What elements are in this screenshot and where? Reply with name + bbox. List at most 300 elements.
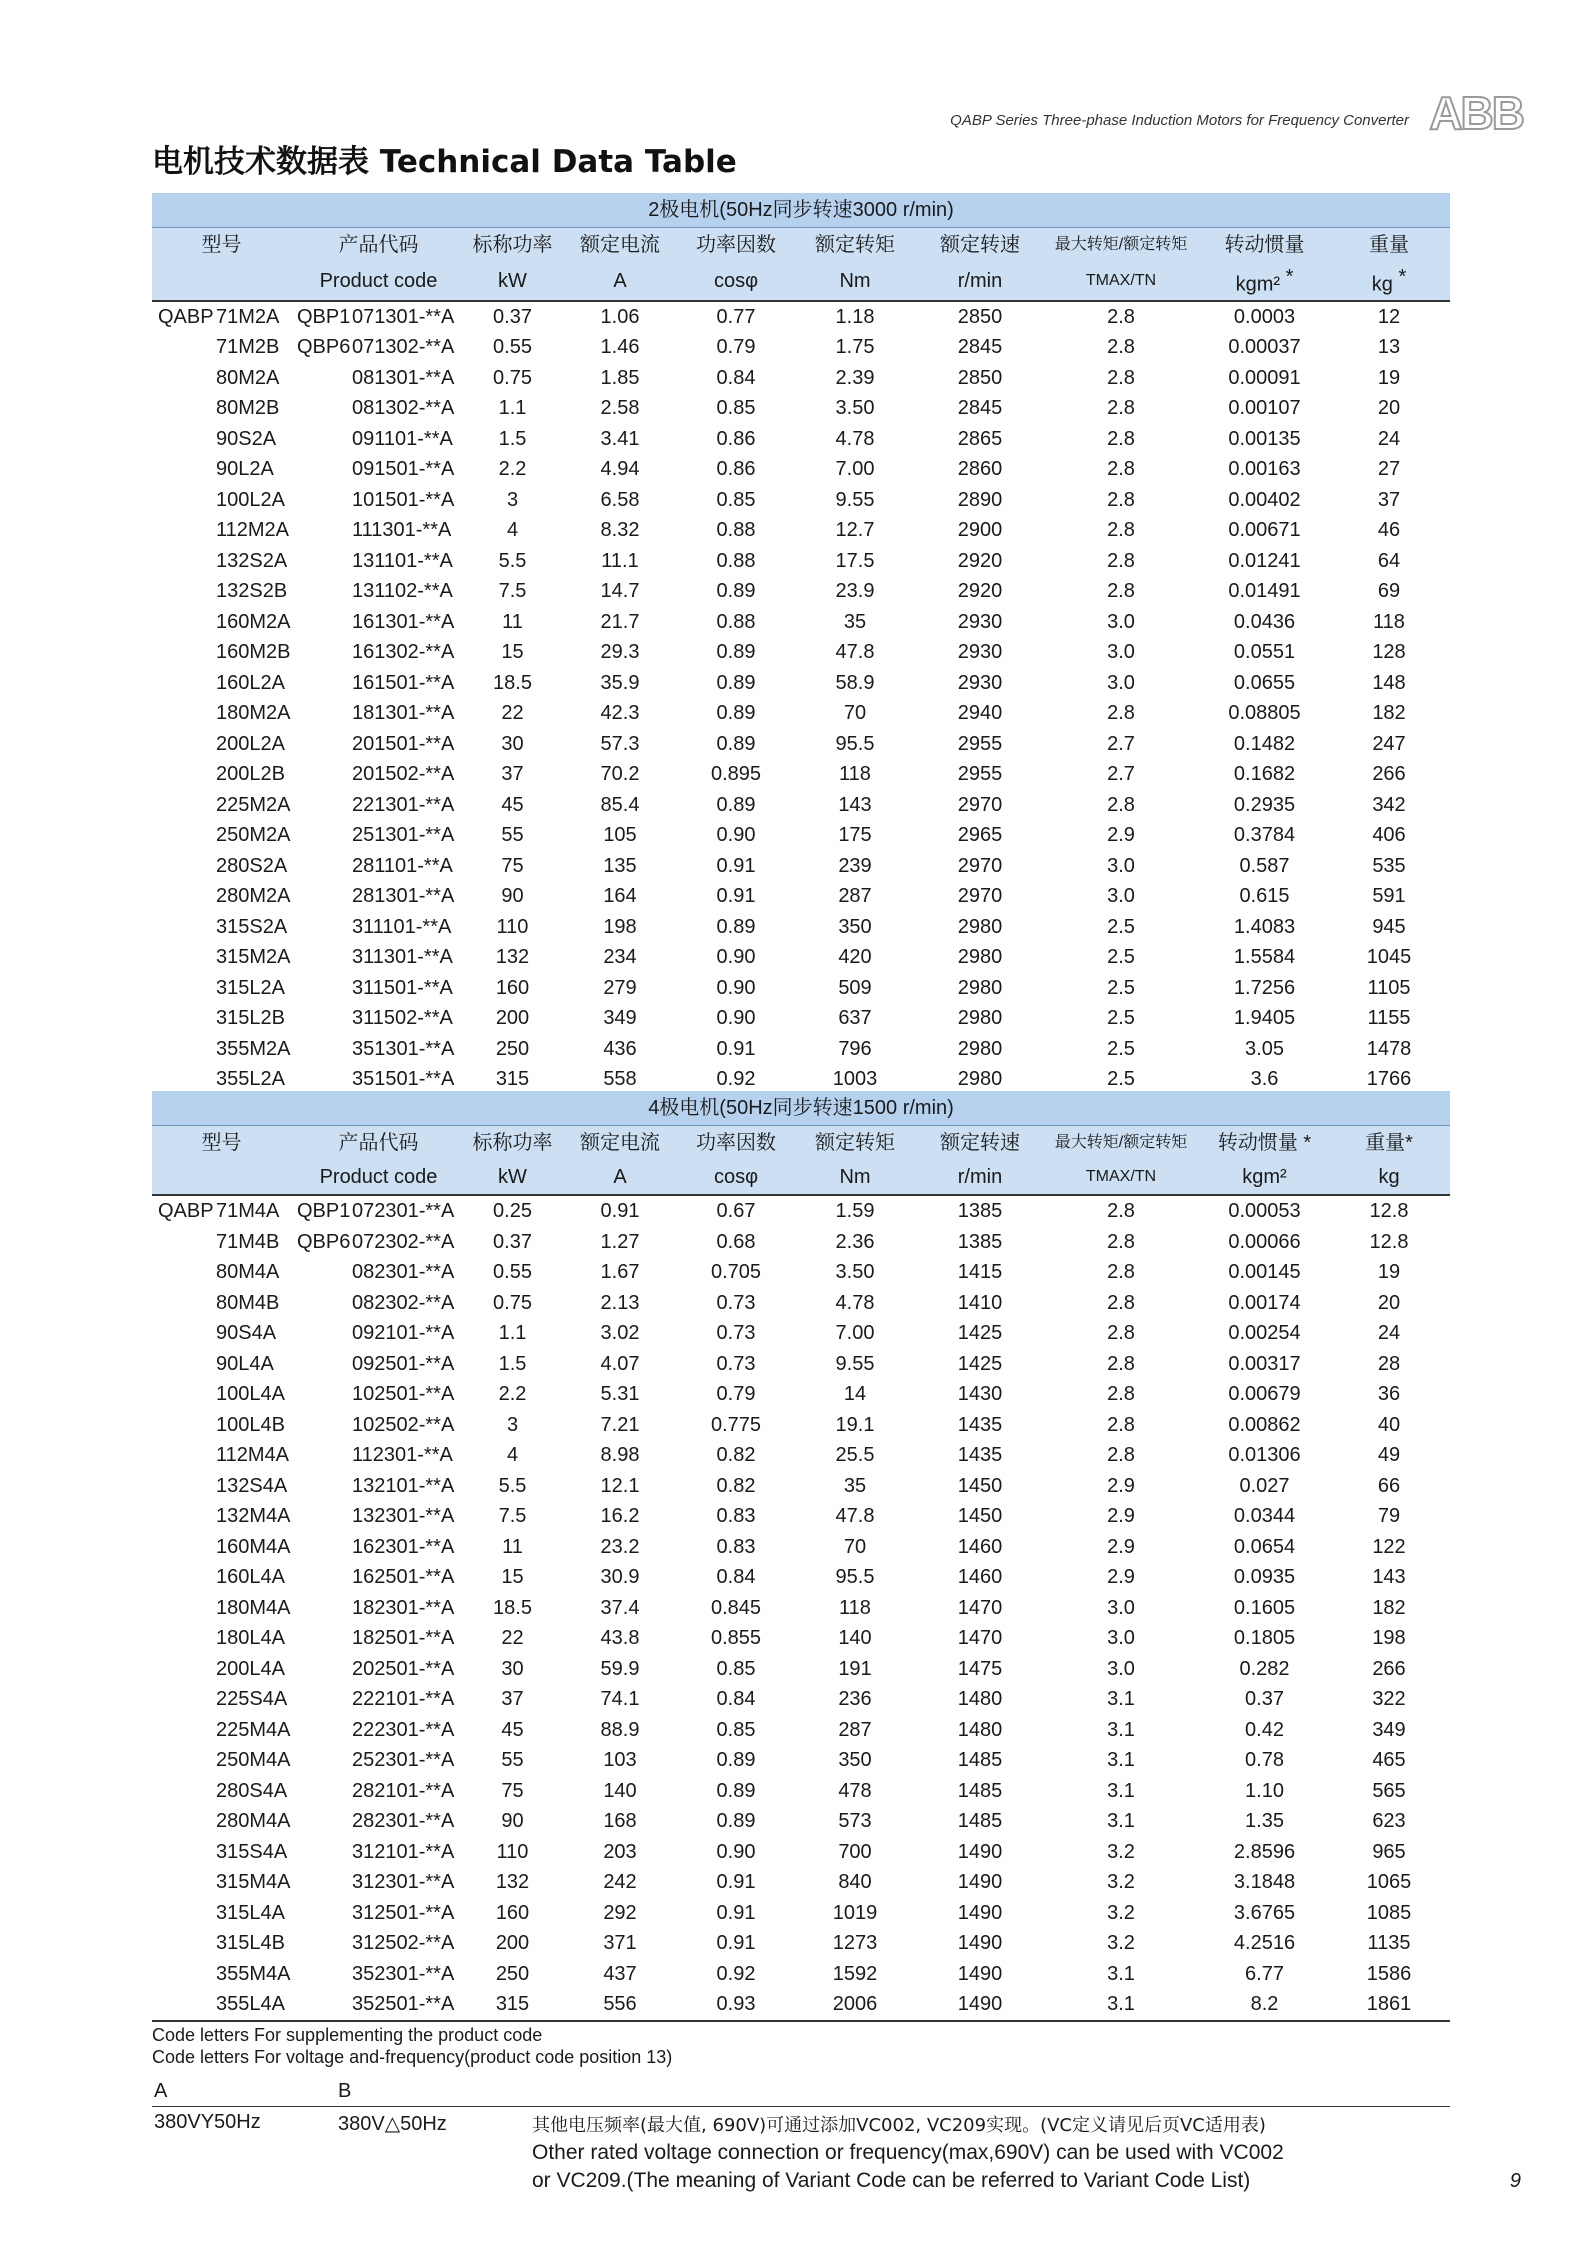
- product-code-cell: 281101-**A: [352, 854, 453, 877]
- model-prefix-cell: [152, 1837, 216, 1868]
- table-row: [152, 332, 1450, 363]
- table-row: [152, 1349, 1450, 1380]
- weight-cell: 1155: [1367, 1007, 1411, 1030]
- torque-cell: 9.55: [835, 1352, 875, 1375]
- table-row: [152, 1227, 1450, 1258]
- col-model-cn: 型号: [152, 1126, 291, 1161]
- col-current-cn: 额定电流: [559, 1126, 681, 1161]
- model-cell: 71M4A: [216, 1200, 280, 1222]
- table-row: [152, 1288, 1450, 1319]
- power-cell: 5.5: [498, 549, 527, 572]
- code-prefix-cell: QBP1: [297, 305, 351, 328]
- code-prefix-cell: [291, 1562, 346, 1593]
- model-cell: 90L4A: [216, 1352, 274, 1375]
- power-cell: 1.5: [498, 1352, 527, 1375]
- code-prefix-cell: [291, 881, 346, 912]
- torque-ratio-cell: 2.8: [1107, 1352, 1135, 1375]
- weight-cell: 49: [1377, 1444, 1401, 1466]
- weight-cell: 19: [1377, 366, 1401, 389]
- product-code-cell: 252301-**A: [352, 1749, 455, 1771]
- power-cell: 37: [501, 1688, 524, 1710]
- current-cell: 2.58: [600, 397, 640, 420]
- model-cell: 90S2A: [216, 427, 277, 450]
- weight-cell: 266: [1372, 1657, 1406, 1680]
- table-row: [152, 515, 1450, 546]
- torque-ratio-cell: 3.1: [1107, 1779, 1135, 1802]
- code-prefix-cell: [291, 515, 346, 546]
- torque-cell: 7.00: [835, 458, 875, 481]
- power-cell: 110: [496, 1840, 529, 1863]
- speed-cell: 2930: [957, 610, 1003, 633]
- model-prefix-cell: [152, 1379, 216, 1410]
- code-prefix-cell: QBP6: [297, 1230, 351, 1253]
- current-cell: 168: [603, 1810, 637, 1832]
- power-factor-cell: 0.89: [716, 793, 756, 816]
- table-row: [152, 607, 1450, 638]
- table-row: [152, 942, 1450, 973]
- code-prefix-cell: [291, 1440, 346, 1471]
- current-cell: 3.02: [600, 1322, 640, 1344]
- torque-ratio-cell: 3.0: [1107, 1596, 1135, 1619]
- torque-cell: 1592: [832, 1962, 878, 1985]
- model-cell: 200L2A: [216, 732, 285, 755]
- weight-cell: 1045: [1366, 946, 1412, 969]
- inertia-cell: 0.00066: [1228, 1230, 1301, 1253]
- model-prefix-cell: [152, 363, 216, 394]
- inertia-cell: 0.00037: [1228, 336, 1301, 359]
- torque-cell: 7.00: [835, 1322, 875, 1344]
- torque-ratio-cell: 2.8: [1107, 1200, 1135, 1222]
- weight-cell: 20: [1377, 1291, 1401, 1314]
- torque-ratio-cell: 2.7: [1107, 732, 1135, 755]
- speed-cell: 1415: [957, 1261, 1003, 1283]
- power-factor-cell: 0.90: [716, 946, 756, 969]
- header-row-cn: [152, 1126, 1450, 1161]
- model-cell: 112M2A: [216, 519, 290, 542]
- torque-cell: 350: [838, 915, 872, 938]
- model-prefix-cell: [152, 332, 216, 363]
- speed-cell: 2900: [957, 519, 1003, 542]
- torque-ratio-cell: 2.8: [1107, 519, 1135, 542]
- torque-ratio-cell: 2.8: [1107, 1444, 1135, 1466]
- model-prefix-cell: [152, 1806, 216, 1837]
- current-cell: 74.1: [600, 1688, 640, 1710]
- torque-ratio-cell: 2.8: [1107, 366, 1135, 389]
- power-factor-cell: 0.88: [716, 610, 756, 633]
- code-prefix-cell: [291, 363, 346, 394]
- torque-ratio-cell: 3.1: [1107, 1718, 1135, 1741]
- power-factor-cell: 0.67: [716, 1200, 756, 1222]
- power-factor-cell: 0.855: [710, 1627, 762, 1649]
- code-prefix-cell: [291, 912, 346, 943]
- product-code-cell: 181301-**A: [352, 702, 455, 725]
- table-row: [152, 1989, 1450, 2021]
- page-title: 电机技术数据表 Technical Data Table: [152, 144, 737, 180]
- power-factor-cell: 0.86: [716, 427, 756, 450]
- torque-ratio-cell: 3.2: [1107, 1932, 1135, 1954]
- power-cell: 250: [495, 1037, 530, 1060]
- inertia-cell: 0.282: [1239, 1657, 1290, 1680]
- weight-cell: 1105: [1367, 976, 1411, 999]
- code-prefix-cell: [291, 1837, 346, 1868]
- weight-cell: 64: [1377, 549, 1401, 572]
- col-inertia-unit: kgm²: [1201, 1160, 1328, 1195]
- model-prefix-cell: [152, 1867, 216, 1898]
- product-code-cell: 131101-**A: [352, 549, 453, 572]
- torque-cell: 1273: [832, 1932, 878, 1954]
- weight-cell: 37: [1377, 488, 1401, 511]
- model-cell: 80M2B: [216, 397, 280, 420]
- power-factor-cell: 0.86: [716, 458, 756, 481]
- inertia-cell: 0.1682: [1233, 763, 1296, 786]
- model-cell: 132S2A: [216, 549, 288, 572]
- table-row: [152, 637, 1450, 668]
- power-factor-cell: 0.845: [710, 1596, 762, 1619]
- current-cell: 203: [603, 1840, 637, 1863]
- table-row: [152, 1928, 1450, 1959]
- model-prefix-cell: QABP: [158, 1200, 214, 1222]
- torque-cell: 47.8: [835, 1505, 875, 1527]
- speed-cell: 2920: [957, 549, 1003, 572]
- inertia-cell: 3.6: [1201, 1064, 1328, 1096]
- col-speed-cn: 额定转速: [919, 228, 1041, 263]
- product-code-cell: 311301-**A: [352, 946, 453, 969]
- torque-cell: 191: [838, 1657, 872, 1680]
- power-cell: 0.37: [493, 305, 532, 328]
- power-cell: 0.37: [493, 1230, 532, 1253]
- model-prefix-cell: [152, 1684, 216, 1715]
- weight-cell: 27: [1377, 458, 1401, 481]
- torque-cell: 287: [838, 885, 872, 908]
- model-prefix-cell: [152, 1959, 216, 1990]
- model-cell: 200L2B: [216, 763, 285, 786]
- inertia-cell: 1.5584: [1233, 946, 1296, 969]
- power-factor-cell: 0.90: [716, 824, 756, 847]
- model-cell: 90S4A: [216, 1322, 277, 1344]
- power-factor-cell: 0.93: [681, 1989, 791, 2021]
- weight-cell: 24: [1377, 1322, 1401, 1344]
- current-cell: 558: [559, 1064, 681, 1096]
- current-cell: 135: [603, 854, 637, 877]
- current-cell: 23.2: [600, 1535, 640, 1558]
- torque-ratio-cell: 3.1: [1107, 1810, 1135, 1832]
- voltage-row: [152, 2107, 1450, 2197]
- current-cell: 198: [603, 915, 637, 938]
- torque-cell: 350: [838, 1749, 872, 1771]
- current-cell: 1.27: [600, 1230, 640, 1253]
- current-cell: 43.8: [600, 1627, 640, 1649]
- product-code-cell: 102502-**A: [352, 1413, 455, 1436]
- speed-cell: 2970: [957, 885, 1003, 908]
- power-cell: 160: [495, 976, 530, 999]
- inertia-cell: 0.37: [1245, 1688, 1284, 1710]
- torque-ratio-cell: 2.8: [1107, 488, 1135, 511]
- torque-cell: 118: [839, 763, 871, 786]
- torque-cell: 700: [838, 1840, 872, 1863]
- speed-cell: 1425: [957, 1352, 1003, 1375]
- power-cell: 18.5: [493, 671, 532, 694]
- torque-cell: 118: [839, 1596, 871, 1619]
- model-prefix-cell: [152, 1471, 216, 1502]
- header-row-units: [152, 1160, 1450, 1195]
- weight-cell: 28: [1377, 1352, 1401, 1375]
- power-factor-cell: 0.88: [716, 519, 756, 542]
- power-factor-cell: 0.73: [716, 1352, 756, 1375]
- current-cell: 1.85: [600, 366, 640, 389]
- model-cell: 315L2A: [216, 976, 285, 999]
- torque-ratio-cell: 2.8: [1107, 1230, 1135, 1253]
- weight-cell: 24: [1377, 427, 1401, 450]
- model-cell: 355L4A: [216, 1989, 291, 2021]
- inertia-footnote-star: *: [1285, 266, 1294, 288]
- page-number: 9: [1509, 2170, 1521, 2192]
- torque-cell: 840: [838, 1871, 872, 1893]
- power-cell: 315: [466, 1064, 559, 1096]
- inertia-cell: 0.0551: [1233, 641, 1296, 664]
- table-row: [152, 698, 1450, 729]
- model-cell: 160M2A: [216, 610, 291, 633]
- table-row: [152, 1501, 1450, 1532]
- code-prefix-cell: [291, 1532, 346, 1563]
- model-cell: 90L2A: [216, 458, 274, 481]
- torque-ratio-cell: 2.9: [1107, 1505, 1135, 1527]
- weight-cell: 1766: [1328, 1064, 1450, 1096]
- table-row: [152, 1867, 1450, 1898]
- col-weight-cn: 重量*: [1328, 1126, 1450, 1161]
- speed-cell: 2850: [957, 366, 1003, 389]
- weight-cell: 247: [1372, 732, 1406, 755]
- model-cell: 132S4A: [216, 1474, 288, 1497]
- torque-ratio-cell: 2.9: [1107, 824, 1135, 847]
- current-cell: 105: [603, 824, 637, 847]
- model-cell: 80M4A: [216, 1261, 280, 1283]
- inertia-cell: 0.00254: [1228, 1322, 1301, 1344]
- model-cell: 180L4A: [216, 1627, 285, 1649]
- torque-cell: 4.78: [835, 1291, 875, 1314]
- power-factor-cell: 0.92: [681, 1064, 791, 1096]
- power-factor-cell: 0.79: [716, 336, 756, 359]
- weight-cell: 122: [1372, 1535, 1406, 1558]
- model-cell: 355M2A: [216, 1037, 291, 1060]
- code-prefix-cell: [291, 1806, 346, 1837]
- power-factor-cell: 0.84: [716, 366, 756, 389]
- speed-cell: 2865: [957, 427, 1003, 450]
- torque-cell: 1.59: [835, 1200, 875, 1222]
- weight-unit-text: kg: [1371, 273, 1393, 296]
- product-code-cell: 351301-**A: [352, 1037, 455, 1060]
- torque-cell: 3.50: [835, 397, 875, 420]
- weight-cell: 12.8: [1369, 1230, 1409, 1253]
- model-prefix-cell: [152, 1288, 216, 1319]
- speed-cell: 1485: [957, 1810, 1003, 1832]
- model-prefix-cell: [152, 1410, 216, 1441]
- product-code-cell: 351501-**A: [346, 1064, 466, 1096]
- model-cell: 315L2B: [216, 1007, 285, 1030]
- product-code-cell: 222101-**A: [352, 1688, 455, 1710]
- inertia-cell: 3.05: [1245, 1037, 1284, 1060]
- product-code-cell: 312301-**A: [352, 1871, 455, 1893]
- torque-ratio-cell: 3.2: [1107, 1871, 1135, 1893]
- weight-cell: 342: [1372, 793, 1406, 816]
- power-cell: 1.5: [498, 427, 527, 450]
- inertia-cell: 0.01241: [1228, 549, 1301, 572]
- model-prefix-cell: [152, 1928, 216, 1959]
- power-factor-cell: 0.88: [716, 549, 756, 572]
- speed-cell: 1385: [957, 1230, 1003, 1253]
- product-code-cell: 161501-**A: [352, 671, 455, 694]
- current-cell: 242: [603, 1871, 637, 1893]
- table-2-pole-body: [152, 301, 1450, 1096]
- power-factor-cell: 0.89: [716, 915, 756, 938]
- inertia-cell: 3.1848: [1233, 1871, 1296, 1893]
- product-code-cell: 081301-**A: [352, 366, 455, 389]
- power-factor-cell: 0.85: [716, 397, 756, 420]
- power-cell: 3: [506, 1413, 519, 1436]
- speed-cell: 1485: [957, 1749, 1003, 1771]
- product-code-cell: 101501-**A: [352, 488, 455, 511]
- table-row: [152, 1959, 1450, 1990]
- weight-cell: 198: [1372, 1627, 1406, 1649]
- speed-cell: 2940: [957, 702, 1003, 725]
- current-cell: 37.4: [600, 1596, 640, 1619]
- col-power-unit: kW: [466, 1160, 559, 1195]
- torque-cell: 175: [838, 824, 872, 847]
- table-row: [152, 729, 1450, 760]
- power-cell: 30: [501, 1657, 524, 1680]
- current-cell: 7.21: [600, 1413, 640, 1436]
- speed-cell: 2955: [957, 732, 1003, 755]
- power-cell: 15: [501, 1566, 524, 1588]
- col-pf-cn: 功率因数: [681, 228, 791, 263]
- product-code-cell: 202501-**A: [352, 1657, 455, 1680]
- power-factor-cell: 0.91: [716, 1932, 756, 1954]
- product-code-cell: 072302-**A: [352, 1230, 455, 1253]
- model-cell: 71M2A: [216, 305, 280, 328]
- inertia-cell: 0.1605: [1233, 1596, 1296, 1619]
- model-prefix-cell: [152, 1898, 216, 1929]
- table-row: [152, 1898, 1450, 1929]
- code-prefix-cell: [291, 1003, 346, 1034]
- torque-cell: 58.9: [835, 671, 875, 694]
- code-prefix-cell: [291, 1745, 346, 1776]
- col-speed-unit: r/min: [919, 1160, 1041, 1195]
- weight-cell: 1085: [1366, 1901, 1412, 1924]
- power-cell: 0.25: [493, 1200, 532, 1222]
- table-row: [152, 393, 1450, 424]
- weight-cell: 565: [1372, 1779, 1406, 1802]
- power-factor-cell: 0.73: [716, 1322, 756, 1344]
- power-cell: 132: [495, 946, 530, 969]
- model-cell: 315L4B: [216, 1932, 285, 1954]
- section-band-label: 2极电机(50Hz同步转速3000 r/min): [152, 193, 1450, 228]
- code-prefix-cell: [291, 1989, 346, 2021]
- code-letter-b: B: [338, 2080, 352, 2102]
- torque-ratio-cell: 2.8: [1107, 1383, 1135, 1405]
- inertia-cell: 0.01306: [1228, 1444, 1301, 1466]
- weight-cell: 36: [1377, 1383, 1401, 1405]
- model-prefix-cell: [152, 1776, 216, 1807]
- torque-cell: 287: [838, 1718, 872, 1741]
- weight-cell: 12: [1377, 305, 1401, 328]
- power-cell: 15: [501, 641, 524, 664]
- current-cell: 279: [603, 976, 637, 999]
- current-cell: 436: [603, 1037, 637, 1060]
- header-row-units: [152, 262, 1450, 301]
- table-row: [152, 1593, 1450, 1624]
- model-cell: 71M2B: [216, 336, 280, 359]
- torque-ratio-cell: 2.8: [1107, 1261, 1135, 1283]
- speed-cell: 1430: [957, 1383, 1003, 1405]
- weight-cell: 69: [1377, 580, 1401, 603]
- model-cell: 315S4A: [216, 1840, 288, 1863]
- torque-cell: 2006: [791, 1989, 919, 2021]
- code-prefix-cell: [291, 1288, 346, 1319]
- model-cell: 132M4A: [216, 1505, 291, 1527]
- speed-cell: 1435: [957, 1413, 1003, 1436]
- model-cell: 315S2A: [216, 915, 288, 938]
- note-supplement: Code letters For supplementing the product code: [152, 2025, 543, 2045]
- model-prefix-cell: [152, 698, 216, 729]
- power-factor-cell: 0.91: [716, 854, 756, 877]
- torque-cell: 509: [838, 976, 872, 999]
- product-code-cell: 092501-**A: [352, 1352, 455, 1375]
- weight-cell: 148: [1372, 671, 1406, 694]
- product-code-cell: 282301-**A: [352, 1810, 455, 1832]
- code-prefix-cell: [291, 576, 346, 607]
- col-current-cn: 额定电流: [559, 228, 681, 263]
- torque-ratio-cell: 2.9: [1107, 1474, 1135, 1497]
- power-cell: 160: [495, 1901, 530, 1924]
- product-code-cell: 072301-**A: [352, 1200, 455, 1222]
- model-cell: 160M4A: [216, 1535, 291, 1558]
- inertia-cell: 0.587: [1239, 854, 1290, 877]
- model-cell: 250M2A: [216, 824, 291, 847]
- code-prefix-cell: [291, 1776, 346, 1807]
- power-factor-cell: 0.68: [716, 1230, 756, 1253]
- torque-ratio-cell: 2.8: [1107, 793, 1135, 816]
- power-cell: 11: [502, 610, 523, 633]
- model-prefix-cell: [152, 881, 216, 912]
- table-row: [152, 546, 1450, 577]
- torque-cell: 637: [838, 1007, 872, 1030]
- power-cell: 2.2: [498, 458, 527, 481]
- power-cell: 45: [501, 793, 524, 816]
- torque-ratio-cell: 2.8: [1107, 1322, 1135, 1344]
- current-cell: 42.3: [600, 702, 640, 725]
- power-factor-cell: 0.85: [716, 1657, 756, 1680]
- speed-cell: 2850: [957, 305, 1003, 328]
- power-factor-cell: 0.84: [716, 1566, 756, 1588]
- inertia-cell: 0.00091: [1228, 366, 1301, 389]
- code-prefix-cell: [291, 759, 346, 790]
- speed-cell: 2930: [957, 671, 1003, 694]
- table-row: [152, 576, 1450, 607]
- model-cell: 200L4A: [216, 1657, 285, 1680]
- inertia-cell: 0.0436: [1233, 610, 1296, 633]
- col-torque-unit: Nm: [791, 262, 919, 301]
- power-factor-cell: 0.73: [716, 1291, 756, 1314]
- speed-cell: 2845: [957, 336, 1003, 359]
- model-prefix-cell: [152, 1562, 216, 1593]
- inertia-cell: 0.00145: [1228, 1261, 1301, 1283]
- table-row: [152, 1410, 1450, 1441]
- table-row: [152, 454, 1450, 485]
- torque-ratio-cell: 3.1: [1107, 1749, 1135, 1771]
- code-prefix-cell: [291, 424, 346, 455]
- torque-ratio-cell: 2.8: [1107, 1291, 1135, 1314]
- model-prefix-cell: [152, 1715, 216, 1746]
- col-code-cn: 产品代码: [291, 1126, 466, 1161]
